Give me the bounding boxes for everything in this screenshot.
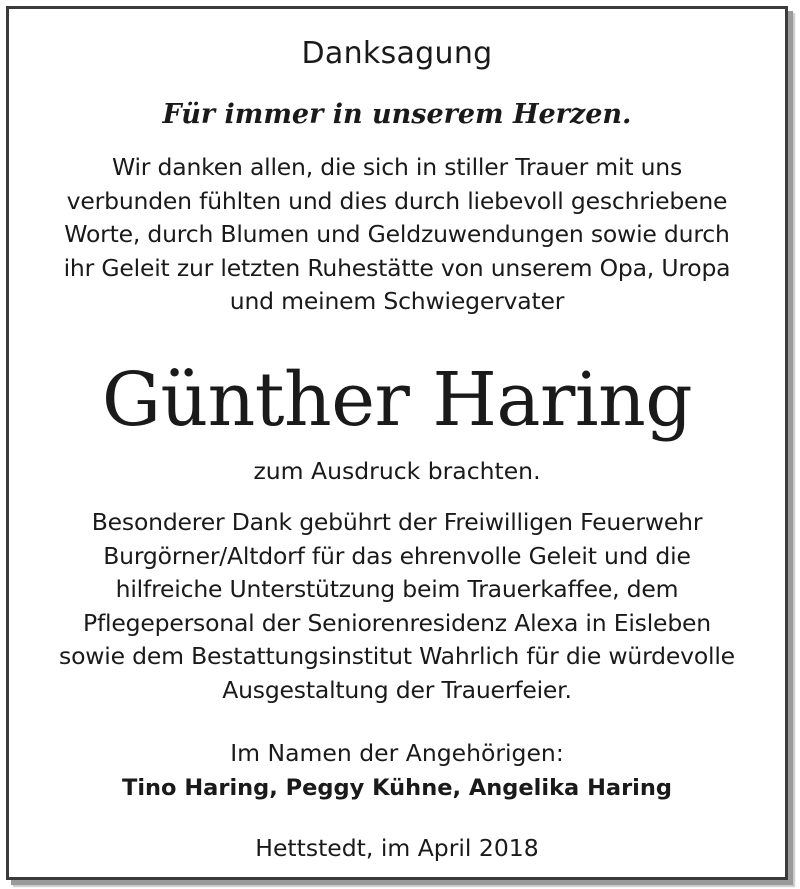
intro-line: verbunden fühlten und dies durch liebevoll geschriebene xyxy=(66,186,728,215)
special-thanks-paragraph xyxy=(9,506,785,707)
notice-heading: Danksagung xyxy=(301,36,493,71)
special-thanks-line: sowie dem Bestattungsinstitut Wahrlich für die würdevolle xyxy=(59,642,735,670)
special-thanks-line: Ausgestaltung der Trauerfeier. xyxy=(222,675,572,704)
on-behalf-text: Im Namen der Angehörigen: xyxy=(230,739,564,767)
intro-line: und meinem Schwiegervater xyxy=(229,287,565,315)
special-thanks-line: Besonderer Dank gebührt der Freiwilligen Feuerwehr xyxy=(91,508,703,536)
notice-frame xyxy=(6,6,788,880)
notice-content xyxy=(9,9,785,877)
place-date: Hettstedt, im April 2018 xyxy=(255,834,539,862)
intro-line: Worte, durch Blumen und Geldzuwendungen sowie durch xyxy=(64,220,730,248)
intro-line: ihr Geleit zur letzten Ruhestätte von unserem Opa, Uropa xyxy=(63,253,731,282)
deceased-name: Günther Haring xyxy=(101,357,693,443)
signers: Tino Haring, Peggy Kühne, Angelika Haring xyxy=(121,775,673,801)
special-thanks-line: Pflegepersonal der Seniorenresidenz Alexa in Eisleben xyxy=(83,608,711,637)
special-thanks-line: Burgörner/Altdorf für das ehrenvolle Geleit und die xyxy=(103,541,691,570)
intro-paragraph xyxy=(9,151,785,319)
special-thanks-line: hilfreiche Unterstützung beim Trauerkaffee, dem xyxy=(115,575,679,603)
motto: Für immer in unserem Herzen. xyxy=(162,99,632,130)
after-name-text: zum Ausdruck brachten. xyxy=(253,457,541,485)
intro-line: Wir danken allen, die sich in stiller Trauer mit uns xyxy=(111,153,683,181)
